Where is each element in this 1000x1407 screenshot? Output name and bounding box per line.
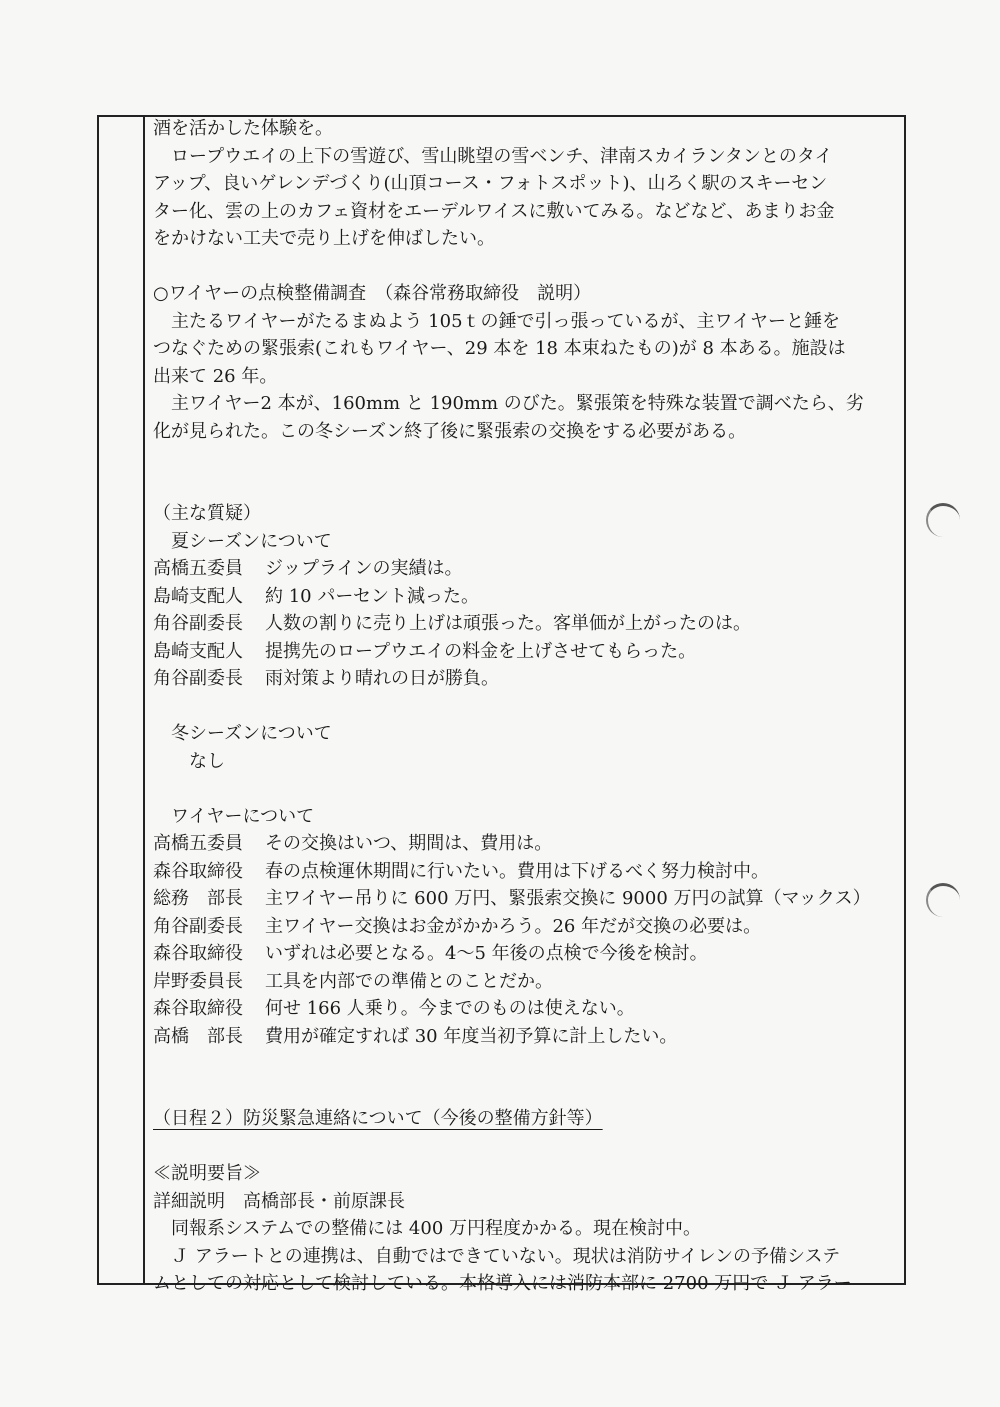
body-line: 主ワイヤー2 本が、160mm と 190mm のびた。緊張策を特殊な装置で調べたら、劣 xyxy=(171,393,864,414)
speaker: 島崎支配人 xyxy=(153,585,243,607)
body-line: Ｊ アラートとの連携は、自動ではできていない。現状は消防サイレンの予備システ xyxy=(171,1245,841,1267)
remark: いずれは必要となる。4～5 年後の点検で今後を検討。 xyxy=(265,943,708,964)
dialogue-line xyxy=(153,830,893,858)
dialogue-line xyxy=(153,968,893,996)
agenda-heading: （日程２）防災緊急連絡について（今後の整備方針等） xyxy=(153,1108,603,1129)
subsection-title: 冬シーズンについて xyxy=(171,723,332,744)
speaker: 角谷副委長 xyxy=(153,668,243,689)
dialogue-line xyxy=(153,555,893,583)
dialogue-line xyxy=(153,665,893,693)
body-line: なし xyxy=(189,750,225,772)
speaker: 森谷取締役 xyxy=(153,943,243,964)
remark: その交換はいつ、期間は、費用は。 xyxy=(265,833,553,854)
dialogue-line xyxy=(153,940,893,968)
remark: 春の点検運休期間に行いたい。費用は下げるべく努力検討中。 xyxy=(265,860,769,882)
remark: 約 10 パーセント減った。 xyxy=(265,585,479,607)
speaker: 高橋 部長 xyxy=(153,1025,243,1047)
speaker: 島崎支配人 xyxy=(153,640,243,662)
dialogue-line xyxy=(153,583,893,611)
speaker: 岸野委員長 xyxy=(153,970,243,992)
remark: 提携先のロープウエイの料金を上げさせてもらった。 xyxy=(265,640,697,662)
dialogue-line xyxy=(153,995,893,1023)
remark: 工具を内部での準備とのことだか。 xyxy=(265,970,553,992)
column-divider xyxy=(143,115,145,1285)
dialogue-line xyxy=(153,1023,893,1051)
remark: 何せ 166 人乗り。今までのものは使えない。 xyxy=(265,998,635,1019)
body-line: 出来て 26 年。 xyxy=(153,365,278,387)
body-line: つなぐための緊張索(これもワイヤー、29 本を 18 本束ねたもの)が 8 本ある。施設は xyxy=(153,338,846,359)
subsection-title: 夏シーズンについて xyxy=(171,530,332,552)
body-line: 酒を活かした体験を。 xyxy=(153,118,333,139)
body-line: ター化、雲の上のカフェ資材をエーデルワイスに敷いてみる。などなど、あまりお金 xyxy=(153,200,835,222)
speaker: 森谷取締役 xyxy=(153,860,243,882)
speaker: 角谷副委長 xyxy=(153,613,243,634)
document-body xyxy=(153,115,893,1298)
remark: 費用が確定すれば 30 年度当初予算に計上したい。 xyxy=(265,1025,678,1047)
section-heading: ○ワイヤーの点検整備調査 （森谷常務取締役 説明） xyxy=(153,283,592,304)
dialogue-line xyxy=(153,858,893,886)
speaker: 森谷取締役 xyxy=(153,998,243,1019)
dialogue-line xyxy=(153,638,893,666)
presenter-line: 詳細説明 高橋部長・前原課長 xyxy=(153,1190,405,1212)
remark: 人数の割りに売り上げは頑張った。客単価が上がったのは。 xyxy=(265,613,751,634)
dialogue-line xyxy=(153,610,893,638)
body-line: ロープウエイの上下の雪遊び、雪山眺望の雪ベンチ、津南スカイランタンとのタイ xyxy=(171,145,833,167)
remark: ジップラインの実績は。 xyxy=(265,558,463,579)
qa-heading: （主な質疑） xyxy=(153,503,261,524)
punch-hole-mark xyxy=(926,503,960,537)
body-line: アップ、良いゲレンデづくり(山頂コース・フォトスポット)、山ろく駅のスキーセン xyxy=(153,173,828,194)
body-line: 化が見られた。この冬シーズン終了後に緊張索の交換をする必要がある。 xyxy=(153,420,747,442)
body-line: をかけない工夫で売り上げを伸ばしたい。 xyxy=(153,228,495,249)
punch-hole-mark xyxy=(926,883,960,917)
dialogue-line xyxy=(153,913,893,941)
subsection-title: ワイヤーについて xyxy=(171,805,315,827)
remark: 雨対策より晴れの日が勝負。 xyxy=(265,668,499,689)
dialogue-line xyxy=(153,885,893,913)
speaker: 総務 部長 xyxy=(153,888,243,909)
remark: 主ワイヤー交換はお金がかかろう。26 年だが交換の必要は。 xyxy=(265,915,762,937)
body-line: 同報系システムでの整備には 400 万円程度かかる。現在検討中。 xyxy=(171,1218,701,1239)
remark: 主ワイヤー吊りに 600 万円、緊張索交換に 9000 万円の試算（マックス） xyxy=(265,888,871,909)
body-line: ムとしての対応として検討している。本格導入には消防本部に 2700 万円で Ｊ アラー xyxy=(153,1273,852,1294)
speaker: 高橋五委員 xyxy=(153,558,243,579)
speaker: 角谷副委長 xyxy=(153,915,243,937)
body-line: 主たるワイヤーがたるまぬよう 105ｔの錘で引っ張っているが、主ワイヤーと錘を xyxy=(171,310,840,332)
speaker: 高橋五委員 xyxy=(153,833,243,854)
summary-heading: ≪説明要旨≫ xyxy=(153,1163,261,1184)
